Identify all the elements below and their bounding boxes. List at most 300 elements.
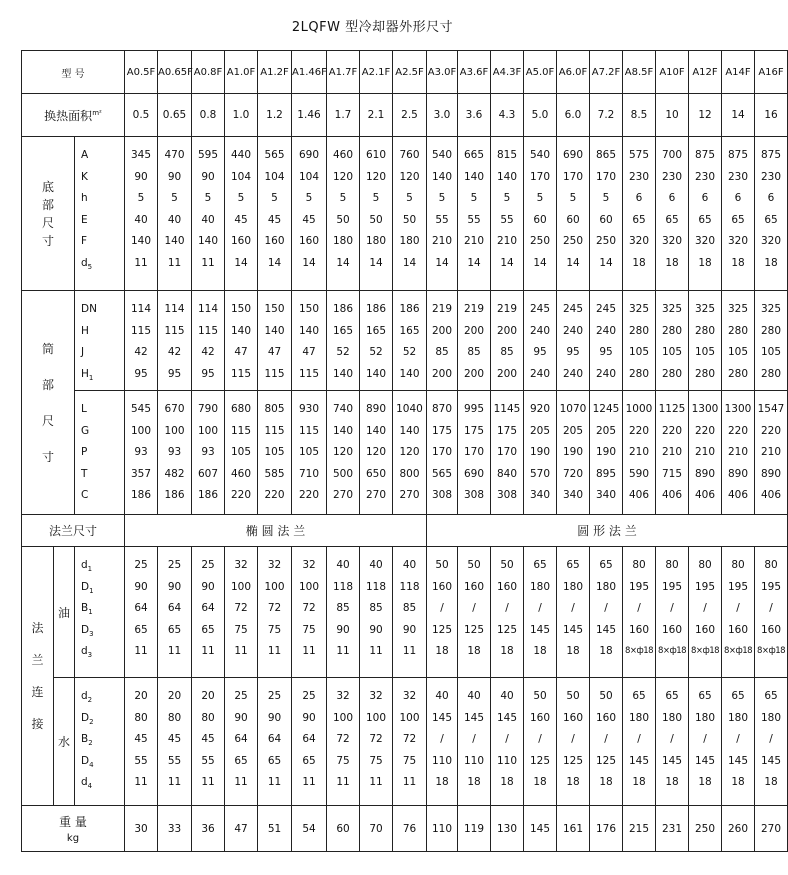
flange-header-row — [22, 515, 788, 547]
area-cell: 16 — [755, 94, 788, 137]
value-column — [192, 137, 225, 291]
value-cell: 345 — [130, 149, 152, 161]
value-cell: 55 — [435, 213, 449, 226]
value-cell: 95 — [599, 346, 613, 358]
value-column — [192, 678, 225, 806]
value-cell: 104 — [230, 170, 252, 183]
base-dimensions-label — [22, 137, 75, 291]
value-column — [427, 547, 458, 678]
value-cell: 64 — [234, 733, 248, 745]
value-cell: 90 — [167, 170, 182, 183]
value-cell: 14 — [467, 256, 481, 269]
value-cell: 610 — [365, 149, 387, 161]
value-column — [590, 391, 623, 515]
weight-row — [22, 806, 788, 852]
value-cell: 85 — [467, 346, 481, 358]
value-cell: 65 — [533, 559, 547, 571]
value-cell: 72 — [402, 733, 417, 745]
value-column — [524, 547, 557, 678]
value-cell: 40 — [134, 213, 148, 226]
value-cell: 18 — [632, 776, 646, 788]
value-cell: 75 — [267, 623, 282, 636]
value-cell: 406 — [727, 489, 749, 501]
value-cell: 75 — [402, 754, 417, 767]
area-unit: m² — [92, 108, 102, 117]
value-cell: 270 — [332, 489, 354, 501]
dimension-table — [21, 50, 788, 852]
value-cell: 50 — [435, 559, 449, 571]
value-cell: 160 — [496, 580, 518, 593]
value-column — [125, 137, 158, 291]
value-cell: 890 — [727, 467, 749, 480]
value-column — [327, 291, 360, 391]
value-cell: 180 — [529, 580, 551, 593]
value-cell: / — [670, 733, 674, 745]
value-cell: 14 — [566, 256, 580, 269]
value-column — [292, 547, 327, 678]
value-cell: / — [538, 733, 542, 745]
value-column — [623, 547, 656, 678]
value-column — [689, 547, 722, 678]
dimension-symbol: C — [81, 489, 89, 501]
value-cell: 11 — [267, 776, 282, 788]
value-cell: 540 — [529, 149, 551, 161]
value-cell: 140 — [399, 367, 420, 380]
value-cell: 5 — [438, 192, 446, 204]
value-cell: 100 — [298, 580, 320, 593]
model-cell: A2.5F — [393, 51, 427, 94]
value-cell: 219 — [463, 303, 485, 315]
value-cell: 195 — [760, 580, 782, 593]
value-column — [722, 391, 755, 515]
value-cell: 85 — [369, 602, 383, 614]
value-cell: 32 — [336, 690, 350, 702]
value-cell: 680 — [230, 403, 252, 415]
value-cell: 32 — [267, 559, 282, 571]
weight-label-cell — [22, 806, 125, 852]
value-cell: 55 — [201, 754, 215, 767]
value-cell: 90 — [369, 623, 383, 636]
value-cell: 105 — [230, 446, 252, 458]
value-cell: 270 — [365, 489, 387, 501]
label-char: 筒 — [41, 341, 54, 356]
weight-cell: 260 — [722, 806, 755, 852]
dimension-symbol: $d_5$ — [81, 256, 93, 271]
value-cell: 90 — [234, 711, 248, 724]
label-char: 连 — [31, 685, 44, 699]
value-cell: 325 — [760, 303, 782, 315]
value-cell: 64 — [167, 602, 182, 614]
value-cell: 180 — [760, 711, 782, 724]
value-column — [524, 291, 557, 391]
value-cell: 45 — [302, 213, 316, 226]
value-cell: 200 — [431, 324, 453, 337]
dimension-symbol: $d_4$ — [81, 776, 93, 791]
value-column — [225, 291, 258, 391]
value-cell: 11 — [134, 256, 148, 269]
value-cell: 175 — [431, 424, 453, 437]
value-cell: 75 — [336, 754, 350, 767]
value-cell: 18 — [500, 645, 514, 657]
value-cell: 240 — [562, 367, 584, 380]
value-cell: 280 — [727, 367, 749, 380]
model-cell: A14F — [722, 51, 755, 94]
value-cell: 110 — [496, 754, 518, 767]
value-cell: 65 — [167, 623, 182, 636]
value-cell: 125 — [496, 623, 518, 636]
value-column — [491, 547, 524, 678]
symbol-column — [75, 391, 125, 515]
model-cell: A7.2F — [590, 51, 623, 94]
dimension-symbol: A — [81, 149, 89, 161]
value-cell: 85 — [500, 346, 514, 358]
value-cell: 170 — [595, 170, 617, 183]
value-cell: 186 — [365, 303, 387, 315]
value-cell: 150 — [230, 303, 252, 315]
value-cell: 45 — [167, 733, 182, 745]
value-cell: 50 — [336, 213, 350, 226]
value-cell: 50 — [369, 213, 383, 226]
dimension-symbol: G — [81, 424, 90, 437]
value-cell: 11 — [402, 776, 417, 788]
value-cell: 250 — [562, 235, 584, 247]
value-cell: 140 — [365, 424, 387, 437]
value-cell: 85 — [336, 602, 350, 614]
value-cell: 740 — [332, 403, 354, 415]
value-cell: 20 — [201, 690, 215, 702]
symbol-column — [75, 291, 125, 391]
value-cell: 790 — [197, 403, 219, 415]
value-column — [393, 547, 427, 678]
value-column — [393, 678, 427, 806]
value-cell: 200 — [431, 367, 453, 380]
value-cell: 47 — [302, 346, 316, 358]
value-cell: 607 — [197, 467, 219, 480]
value-column — [192, 547, 225, 678]
value-cell: 230 — [760, 170, 782, 183]
value-cell: 875 — [727, 149, 749, 161]
value-column — [327, 137, 360, 291]
value-column — [258, 391, 292, 515]
area-cell: 12 — [689, 94, 722, 137]
value-cell: / — [703, 733, 707, 745]
dimension-symbol: L — [81, 403, 87, 415]
value-cell: 105 — [264, 446, 285, 458]
value-cell: 280 — [694, 324, 716, 337]
value-cell: / — [440, 602, 444, 614]
value-cell: 50 — [566, 690, 580, 702]
value-cell: 18 — [533, 645, 547, 657]
value-cell: 114 — [197, 303, 219, 315]
value-cell: 95 — [201, 367, 215, 380]
value-cell: 995 — [463, 403, 485, 415]
value-cell: / — [505, 602, 509, 614]
value-cell: 93 — [167, 446, 182, 458]
value-column — [393, 137, 427, 291]
value-cell: 72 — [369, 733, 383, 745]
value-cell: 18 — [698, 256, 712, 269]
value-cell: 165 — [399, 324, 420, 337]
value-cell: 50 — [467, 559, 481, 571]
dimension-symbol: $d_1$ — [81, 559, 93, 574]
value-cell: 115 — [264, 367, 285, 380]
value-cell: 120 — [365, 446, 387, 458]
value-column — [427, 291, 458, 391]
area-cell: 10 — [656, 94, 689, 137]
value-cell: 114 — [164, 303, 185, 315]
value-cell: 85 — [402, 602, 417, 614]
value-column — [327, 547, 360, 678]
value-cell: 42 — [201, 346, 215, 358]
model-label: 型 号 — [22, 51, 125, 94]
value-cell: 75 — [369, 754, 383, 767]
value-cell: 18 — [698, 776, 712, 788]
area-cell: 2.1 — [360, 94, 393, 137]
value-cell: 125 — [463, 623, 485, 636]
value-cell: 11 — [302, 776, 316, 788]
model-cell: A1.46F — [292, 51, 327, 94]
area-cell: 1.7 — [327, 94, 360, 137]
value-cell: 32 — [369, 690, 383, 702]
value-cell: 200 — [496, 324, 518, 337]
value-cell: 875 — [760, 149, 782, 161]
value-cell: 75 — [302, 623, 316, 636]
value-cell: 186 — [399, 303, 420, 315]
value-cell: 80 — [665, 559, 679, 571]
value-cell: 160 — [727, 623, 749, 636]
value-cell: 125 — [431, 623, 453, 636]
value-cell: 460 — [230, 467, 252, 480]
label-char: 寸 — [41, 449, 54, 464]
value-column — [590, 678, 623, 806]
value-cell: 11 — [167, 645, 182, 657]
value-cell: 1125 — [658, 403, 686, 415]
value-column — [225, 678, 258, 806]
value-cell: 40 — [369, 559, 383, 571]
value-column — [192, 391, 225, 515]
value-cell: 18 — [665, 776, 679, 788]
value-column — [258, 547, 292, 678]
value-cell: 160 — [661, 623, 683, 636]
value-cell: 18 — [599, 776, 613, 788]
area-label — [22, 94, 125, 137]
value-cell: 6 — [701, 192, 709, 204]
value-cell: 5 — [602, 192, 610, 204]
value-cell: 18 — [599, 645, 613, 657]
value-column — [158, 547, 192, 678]
value-cell: 25 — [234, 690, 248, 702]
model-cell: A1.2F — [258, 51, 292, 94]
value-cell: 1245 — [592, 403, 620, 415]
area-cell: 3.0 — [427, 94, 458, 137]
value-cell: 280 — [727, 324, 749, 337]
value-cell: 160 — [230, 235, 252, 247]
value-cell: 145 — [628, 754, 650, 767]
value-cell: 320 — [661, 235, 683, 247]
value-cell: / — [637, 733, 641, 745]
value-cell: 340 — [529, 489, 551, 501]
value-cell: 145 — [463, 711, 485, 724]
model-cell: A0.65F — [158, 51, 192, 94]
value-cell: 245 — [562, 303, 584, 315]
value-cell: 100 — [197, 424, 219, 437]
value-cell: 25 — [134, 559, 148, 571]
value-cell: 60 — [533, 213, 547, 226]
value-cell: 575 — [628, 149, 650, 161]
value-cell: 160 — [529, 711, 551, 724]
value-cell: 170 — [431, 446, 453, 458]
value-cell: 32 — [402, 690, 417, 702]
value-cell: 325 — [661, 303, 683, 315]
model-cell: A4.3F — [491, 51, 524, 94]
value-cell: 160 — [760, 623, 782, 636]
value-cell: 52 — [369, 346, 383, 358]
value-cell: 115 — [230, 367, 252, 380]
value-cell: 90 — [267, 711, 282, 724]
value-column — [557, 291, 590, 391]
value-cell: 14 — [599, 256, 613, 269]
label-char: 底 — [41, 179, 54, 194]
value-cell: / — [472, 733, 476, 745]
value-cell: 64 — [134, 602, 148, 614]
value-cell: 72 — [302, 602, 316, 614]
label-char: 尺 — [41, 215, 54, 230]
value-cell: / — [703, 602, 707, 614]
value-cell: 145 — [727, 754, 749, 767]
value-cell: 8×ф18 — [723, 646, 753, 656]
value-column — [360, 137, 393, 291]
value-cell: 11 — [234, 645, 248, 657]
value-cell: 8×ф18 — [690, 646, 720, 656]
value-cell: 540 — [431, 149, 453, 161]
value-cell: 90 — [201, 170, 215, 183]
value-column — [158, 137, 192, 291]
value-cell: 5 — [339, 192, 347, 204]
value-cell: 110 — [431, 754, 453, 767]
value-cell: 325 — [727, 303, 749, 315]
value-cell: 42 — [134, 346, 148, 358]
value-cell: 170 — [463, 446, 485, 458]
value-column — [393, 291, 427, 391]
value-cell: 93 — [201, 446, 215, 458]
value-cell: 210 — [727, 446, 749, 458]
dimension-symbol: $B_1$ — [81, 602, 93, 617]
value-cell: 5 — [372, 192, 380, 204]
value-cell: 220 — [230, 489, 252, 501]
value-cell: 320 — [628, 235, 650, 247]
value-cell: 18 — [566, 645, 580, 657]
value-cell: 50 — [533, 690, 547, 702]
value-cell: 280 — [760, 367, 782, 380]
value-cell: 45 — [201, 733, 215, 745]
weight-cell: 270 — [755, 806, 788, 852]
value-column — [557, 391, 590, 515]
value-column — [524, 678, 557, 806]
area-cell: 0.8 — [192, 94, 225, 137]
weight-cell: 215 — [623, 806, 656, 852]
area-cell: 6.0 — [557, 94, 590, 137]
value-cell: 585 — [264, 467, 285, 480]
value-cell: 5 — [271, 192, 278, 204]
value-cell: / — [670, 602, 674, 614]
weight-cell: 130 — [491, 806, 524, 852]
value-column — [656, 291, 689, 391]
value-cell: 570 — [529, 467, 551, 480]
value-cell: 18 — [435, 776, 449, 788]
label-char: 部 — [41, 197, 54, 212]
value-cell: 406 — [694, 489, 716, 501]
value-cell: 890 — [694, 467, 716, 480]
value-cell: 40 — [167, 213, 182, 226]
value-cell: 140 — [298, 324, 320, 337]
value-cell: 460 — [332, 149, 354, 161]
value-cell: 65 — [632, 213, 646, 226]
value-column — [524, 137, 557, 291]
value-cell: 55 — [500, 213, 514, 226]
value-cell: 14 — [435, 256, 449, 269]
value-cell: 140 — [332, 367, 354, 380]
value-cell: 700 — [661, 149, 683, 161]
value-cell: 5 — [305, 192, 313, 204]
value-cell: 115 — [164, 324, 185, 337]
value-cell: 100 — [230, 580, 252, 593]
value-column — [689, 678, 722, 806]
value-cell: 160 — [595, 711, 617, 724]
value-cell: 5 — [171, 192, 178, 204]
value-cell: 160 — [298, 235, 320, 247]
value-cell: 325 — [694, 303, 716, 315]
value-cell: 45 — [134, 733, 148, 745]
value-cell: 105 — [727, 346, 749, 358]
value-column — [360, 678, 393, 806]
value-column — [158, 391, 192, 515]
round-flange-label: 圆 形 法 兰 — [427, 515, 788, 547]
value-cell: 220 — [264, 489, 285, 501]
weight-cell: 33 — [158, 806, 192, 852]
value-column — [491, 137, 524, 291]
model-cell: A16F — [755, 51, 788, 94]
value-cell: 90 — [167, 580, 182, 593]
value-cell: 120 — [399, 446, 420, 458]
weight-cell: 161 — [557, 806, 590, 852]
value-cell: 5 — [204, 192, 212, 204]
value-cell: 180 — [332, 235, 354, 247]
value-cell: 14 — [402, 256, 417, 269]
value-column — [393, 391, 427, 515]
model-cell: A2.1F — [360, 51, 393, 94]
value-cell: 406 — [628, 489, 650, 501]
value-cell: / — [736, 602, 740, 614]
value-cell: 60 — [566, 213, 580, 226]
value-cell: 55 — [134, 754, 148, 767]
value-cell: 308 — [496, 489, 518, 501]
value-column — [458, 137, 491, 291]
value-cell: 150 — [264, 303, 285, 315]
value-cell: 115 — [264, 424, 285, 437]
value-cell: 440 — [230, 149, 252, 161]
value-cell: 165 — [332, 324, 354, 337]
value-cell: 95 — [134, 367, 148, 380]
value-cell: 80 — [134, 711, 148, 724]
value-cell: 11 — [201, 645, 215, 657]
value-column — [689, 291, 722, 391]
value-cell: 100 — [130, 424, 152, 437]
dimension-symbol: $D_1$ — [81, 580, 94, 595]
value-cell: 80 — [632, 559, 646, 571]
value-cell: 240 — [595, 324, 617, 337]
value-cell: 11 — [167, 256, 182, 269]
value-cell: 245 — [529, 303, 551, 315]
